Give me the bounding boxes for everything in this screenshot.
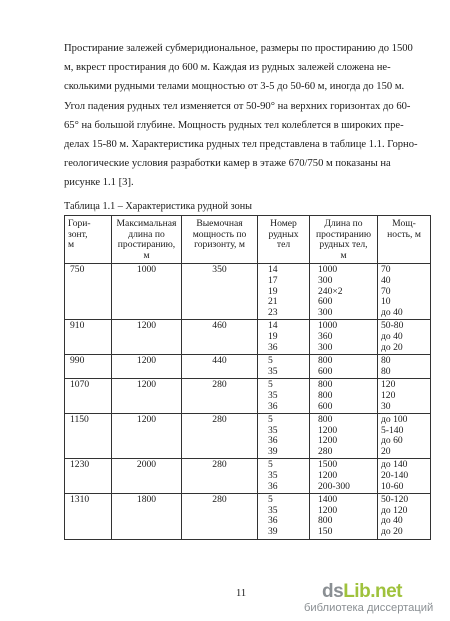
cell-value: 1500 [318, 459, 338, 471]
cell-body-thickness [378, 494, 431, 539]
page-number: 11 [236, 588, 247, 599]
cell-body-numbers [258, 264, 310, 320]
cell-horizon: 1230 [65, 459, 112, 494]
cell-horizon: 1150 [65, 414, 112, 459]
cell-value: 21 [268, 296, 278, 308]
header-line: Номер [270, 218, 297, 229]
cell-body-thickness [378, 355, 431, 379]
cell-value: 600 [318, 365, 333, 377]
cell-body-numbers [258, 459, 310, 494]
cell-value: 1200 [318, 424, 338, 436]
cell-value: 5 [268, 355, 273, 367]
header-thickness [182, 216, 258, 264]
cell-value: 50-80 [381, 320, 404, 332]
header-body-lengths [310, 216, 378, 264]
header-line: простиранию [315, 228, 372, 240]
cell-value: 40 [381, 274, 391, 286]
cell-value: 30 [381, 400, 391, 412]
header-line: зонт, [68, 228, 88, 240]
header-line: м [340, 249, 347, 261]
cell-body-numbers [258, 494, 310, 539]
cell-value: до 20 [381, 526, 403, 538]
cell-value: 35 [268, 470, 278, 482]
cell-max-length: 1800 [112, 494, 182, 539]
cell-body-numbers [258, 320, 310, 355]
table-row [65, 264, 431, 320]
paragraph-line: делах 15-80 м. Характеристика рудных тел представлена в таблице 1.1. Горно- [64, 139, 418, 151]
cell-max-length: 2000 [112, 459, 182, 494]
cell-body-lengths [310, 459, 378, 494]
cell-value: 36 [268, 341, 278, 353]
cell-value: 19 [268, 285, 278, 297]
cell-value: 23 [268, 306, 278, 318]
cell-value: до 40 [381, 306, 403, 318]
cell-max-length: 1200 [112, 355, 182, 379]
cell-value: 800 [318, 355, 333, 367]
ore-zone-table [64, 215, 431, 540]
cell-thickness: 280 [182, 494, 258, 539]
header-line: мощность по [192, 228, 247, 240]
cell-value: 600 [318, 400, 333, 412]
cell-value: 600 [318, 296, 333, 308]
cell-body-numbers [258, 414, 310, 459]
cell-value: 800 [318, 414, 333, 426]
cell-body-thickness [378, 459, 431, 494]
cell-value: 300 [318, 306, 333, 318]
header-line: простиранию, [117, 239, 176, 251]
header-line: Длина по [324, 218, 363, 229]
cell-thickness: 350 [182, 264, 258, 320]
table-row [65, 494, 431, 539]
paragraph-line: сколькими рудными телами мощностью от 3-5 до 50-60 м, иногда до 150 м. [64, 81, 405, 93]
table-row [65, 459, 431, 494]
table-row [65, 320, 431, 355]
cell-thickness: 460 [182, 320, 258, 355]
body-paragraph [64, 39, 426, 193]
cell-value: 240×2 [318, 285, 343, 297]
cell-max-length: 1200 [112, 320, 182, 355]
cell-value: до 60 [381, 435, 403, 447]
dslib-watermark-subtitle: библиотека диссертаций [304, 602, 434, 614]
cell-value: 35 [268, 389, 278, 401]
cell-value: 800 [318, 515, 333, 527]
cell-horizon: 750 [65, 264, 112, 320]
cell-value: 1400 [318, 494, 338, 506]
cell-value: 36 [268, 515, 278, 527]
cell-value: 70 [381, 264, 391, 276]
cell-value: 70 [381, 285, 391, 297]
cell-body-lengths [310, 320, 378, 355]
header-line: Мощ- [392, 218, 416, 229]
cell-value: 36 [268, 400, 278, 412]
cell-body-thickness [378, 414, 431, 459]
cell-value: 150 [318, 526, 333, 538]
cell-value: 300 [318, 274, 333, 286]
cell-max-length: 1200 [112, 414, 182, 459]
dslib-watermark-logo: dsLib.net [322, 581, 402, 602]
header-body-numbers [258, 216, 310, 264]
cell-value: 120 [381, 389, 396, 401]
header-line: Максимальная [116, 218, 177, 229]
cell-body-lengths [310, 379, 378, 414]
cell-value: 20 [381, 445, 391, 457]
cell-body-lengths [310, 414, 378, 459]
cell-value: 35 [268, 365, 278, 377]
cell-value: 80 [381, 355, 391, 367]
cell-body-thickness [378, 264, 431, 320]
cell-thickness: 440 [182, 355, 258, 379]
header-line: горизонту, м [194, 239, 245, 251]
header-horizon [65, 216, 112, 264]
cell-body-lengths [310, 355, 378, 379]
table-row [65, 355, 431, 379]
cell-value: 14 [268, 320, 278, 332]
table-header-row [65, 216, 431, 264]
cell-value: 300 [318, 341, 333, 353]
cell-horizon: 1310 [65, 494, 112, 539]
cell-thickness: 280 [182, 459, 258, 494]
cell-max-length: 1000 [112, 264, 182, 320]
table-body [65, 264, 431, 539]
cell-body-thickness [378, 379, 431, 414]
header-line: рудных [268, 228, 299, 240]
header-line: длина по [128, 228, 165, 240]
cell-value: 35 [268, 424, 278, 436]
paragraph-line: Простирание залежей субмеридиональное, размеры по простиранию до 1500 [64, 43, 413, 54]
cell-value: 800 [318, 389, 333, 401]
cell-value: 1200 [318, 435, 338, 447]
header-line: рудных тел, [319, 239, 368, 251]
cell-max-length: 1200 [112, 379, 182, 414]
cell-value: 1000 [318, 320, 338, 332]
cell-horizon: 990 [65, 355, 112, 379]
cell-value: до 20 [381, 341, 403, 353]
cell-value: 36 [268, 480, 278, 492]
cell-value: 36 [268, 435, 278, 447]
header-line: Выемочная [196, 218, 243, 229]
cell-value: 80 [381, 365, 391, 377]
cell-value: 360 [318, 330, 333, 342]
cell-value: 39 [268, 445, 278, 457]
paragraph-line: рисунке 1.1 [3]. [64, 177, 134, 189]
cell-value: 1200 [318, 504, 338, 516]
cell-value: 5 [268, 379, 273, 391]
header-max-length [112, 216, 182, 264]
cell-value: до 140 [381, 459, 408, 471]
cell-body-numbers [258, 379, 310, 414]
cell-value: 200-300 [318, 480, 350, 492]
header-line: ность, м [387, 228, 421, 240]
cell-value: 14 [268, 264, 278, 276]
cell-value: 120 [381, 379, 396, 391]
cell-value: 39 [268, 526, 278, 538]
paragraph-line: 65° на большой глубине. Мощность рудных тел колеблется в широких пре- [64, 119, 404, 131]
cell-body-lengths [310, 264, 378, 320]
cell-value: 5 [268, 459, 273, 471]
cell-value: 800 [318, 379, 333, 391]
header-line: м [68, 239, 75, 251]
header-line: м [143, 249, 150, 261]
cell-value: 10 [381, 296, 391, 308]
cell-value: 5 [268, 414, 273, 426]
cell-value: 20-140 [381, 470, 409, 482]
header-body-thickness [378, 216, 431, 264]
cell-value: до 120 [381, 504, 408, 516]
paragraph-line: м, вкрест простирания до 600 м. Каждая из рудных залежей сложена не- [64, 62, 391, 74]
cell-thickness: 280 [182, 414, 258, 459]
cell-value: до 40 [381, 515, 403, 527]
cell-value: 17 [268, 274, 278, 286]
table-row [65, 414, 431, 459]
cell-value: 1000 [318, 264, 338, 276]
cell-value: 35 [268, 504, 278, 516]
cell-value: до 100 [381, 414, 408, 426]
header-line: тел [276, 239, 291, 251]
cell-body-lengths [310, 494, 378, 539]
paragraph-line: геологические условия разработки камер в этаже 670/750 м показаны на [64, 158, 391, 170]
cell-value: до 40 [381, 330, 403, 342]
paragraph-line: Угол падения рудных тел изменяется от 50-90° на верхних горизонтах до 60- [64, 100, 411, 112]
cell-body-thickness [378, 320, 431, 355]
cell-horizon: 1070 [65, 379, 112, 414]
cell-thickness: 280 [182, 379, 258, 414]
cell-value: 5-140 [381, 424, 404, 436]
table-caption: Таблица 1.1 – Характеристика рудной зоны [64, 201, 253, 212]
cell-body-numbers [258, 355, 310, 379]
cell-value: 5 [268, 494, 273, 506]
table-row [65, 379, 431, 414]
cell-value: 1200 [318, 470, 338, 482]
cell-value: 10-60 [381, 480, 404, 492]
cell-value: 280 [318, 445, 333, 457]
header-line: Гори- [68, 218, 91, 229]
cell-value: 50-120 [381, 494, 409, 506]
cell-value: 19 [268, 330, 278, 342]
cell-horizon: 910 [65, 320, 112, 355]
